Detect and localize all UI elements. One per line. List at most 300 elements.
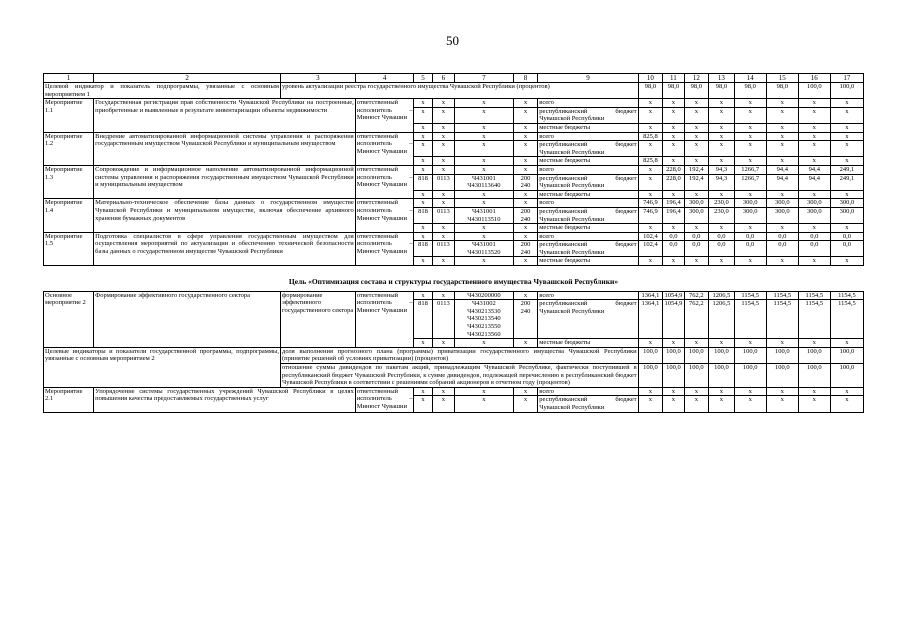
expense-type-cell: 200 240 (513, 241, 538, 257)
value-cell: x (766, 157, 798, 166)
value-cell: 746,9 (638, 207, 663, 223)
measure-title: Основное мероприятие 2 (44, 291, 94, 347)
value-cell: x (684, 107, 709, 123)
expense-type-cell: x (513, 291, 538, 300)
value-cell: x (638, 107, 663, 123)
target-article-cell: x (455, 157, 514, 166)
value-cell: x (766, 257, 798, 266)
expense-type-cell: x (513, 339, 538, 348)
value-cell: x (663, 157, 684, 166)
value-cell: x (734, 99, 766, 108)
target-article-cell: Ч431002 Ч430213530 Ч430213540 Ч430213550 Ч430213560 (455, 300, 514, 339)
value-cell: x (709, 224, 735, 233)
value-cell: x (830, 99, 863, 108)
value-cell: 300,0 (798, 199, 830, 208)
value-cell: x (663, 257, 684, 266)
value-cell: 825,8 (638, 132, 663, 141)
value-cell: 825,8 (638, 157, 663, 166)
value-cell: 100,0 (830, 83, 863, 99)
value-cell: x (638, 123, 663, 132)
value-cell: 1154,5 (830, 300, 863, 339)
value-cell: 300,0 (734, 199, 766, 208)
value-cell: x (684, 396, 709, 412)
column-number: 6 (432, 74, 454, 83)
value-cell: x (766, 132, 798, 141)
value-cell: 0,0 (766, 232, 798, 241)
value-cell: x (663, 141, 684, 157)
value-cell: 0,0 (709, 232, 735, 241)
goal-row (44, 266, 864, 292)
value-cell: 300,0 (830, 199, 863, 208)
column-number: 10 (638, 74, 663, 83)
target-article-cell: x (455, 396, 514, 412)
indicator-text: отношение суммы дивидендов по пакетам акций, принадлежащим Чувашской Республике, фактически поступившей в республиканский бюджет Чувашской Республики, к сумме дивидендов, подлежащей перечислению в республиканский бюджет Чувашской Республики в соответствии с решениями собраний акционеров в отчетном году (процентов) (282, 364, 637, 387)
value-cell: 300,0 (798, 207, 830, 223)
value-cell: 0,0 (684, 241, 709, 257)
expense-type-cell: x (513, 165, 538, 174)
value-cell: 102,4 (638, 232, 663, 241)
value-cell: x (638, 257, 663, 266)
value-cell: 0,0 (663, 232, 684, 241)
value-cell: x (709, 107, 735, 123)
value-cell: x (766, 387, 798, 396)
measure-title: Мероприятие 2.1 (44, 387, 94, 412)
value-cell: x (638, 165, 663, 174)
value-cell: 98,0 (684, 83, 709, 99)
target-article-cell: Ч431001 Ч430113510 (455, 207, 514, 223)
column-number: 5 (414, 74, 432, 83)
value-cell: x (734, 157, 766, 166)
funding-source: местные бюджеты (538, 123, 638, 132)
value-cell: x (684, 123, 709, 132)
expense-type-cell: 200 240 (513, 207, 538, 223)
measure-description: Формирование эффективного государственного сектора (94, 291, 281, 347)
funding-source: всего (538, 291, 638, 300)
value-cell: 100,0 (766, 347, 798, 363)
gov-code-cell: 818 (414, 300, 432, 339)
value-cell: x (734, 141, 766, 157)
value-cell: 94,3 (709, 174, 735, 190)
value-cell: 300,0 (734, 207, 766, 223)
target-article-cell: x (455, 257, 514, 266)
value-cell: x (709, 396, 735, 412)
value-cell: x (830, 132, 863, 141)
value-cell: x (830, 190, 863, 199)
column-number: 17 (830, 74, 863, 83)
measure-goal: формирование эффективного государственного сектора (281, 291, 356, 347)
measure-row (44, 232, 864, 241)
value-cell: x (798, 99, 830, 108)
value-cell: x (709, 123, 735, 132)
value-cell: x (734, 123, 766, 132)
value-cell: 228,0 (663, 165, 684, 174)
page-number: 50 (446, 33, 459, 48)
program-table (43, 73, 864, 413)
measure-title: Мероприятие 1.2 (44, 132, 94, 165)
funding-source: республиканский бюджет Чувашской Республики (539, 107, 637, 123)
value-cell: 0,0 (830, 241, 863, 257)
indicator-row (44, 347, 864, 363)
expense-type-cell: 200 240 (513, 174, 538, 190)
value-cell: 300,0 (684, 199, 709, 208)
expense-type-cell: x (513, 224, 538, 233)
funding-source: республиканский бюджет Чувашской Республики (539, 207, 637, 223)
value-cell: 300,0 (766, 207, 798, 223)
gov-code-cell: x (414, 396, 432, 412)
value-cell: 1154,5 (734, 291, 766, 300)
funding-source: всего (538, 232, 638, 241)
value-cell: 94,4 (798, 174, 830, 190)
measure-description: Упорядочение системы государственных учреждений Чувашской Республики в целях повышения качества предоставляемых государственных услуг (94, 387, 356, 412)
responsible-executor: ответственный исполнитель – Минюст Чувашии (355, 165, 414, 198)
value-cell: x (830, 257, 863, 266)
value-cell: 0,0 (709, 241, 735, 257)
value-cell: 1054,9 (663, 300, 684, 339)
section-code-cell: x (432, 190, 454, 199)
value-cell: 100,0 (684, 347, 709, 363)
value-cell: x (709, 339, 735, 348)
target-article-cell: Ч431001 Ч430113520 (455, 241, 514, 257)
value-cell: 1154,5 (798, 291, 830, 300)
value-cell: 1266,7 (734, 174, 766, 190)
target-article-cell: x (455, 132, 514, 141)
value-cell: x (830, 107, 863, 123)
gov-code-cell: x (414, 141, 432, 157)
value-cell: x (663, 107, 684, 123)
value-cell: x (734, 387, 766, 396)
target-article-cell: x (455, 224, 514, 233)
measure-row (44, 99, 864, 108)
responsible-executor: ответственный исполнитель – Минюст Чувашии (355, 291, 414, 347)
measure-description: Подготовка специалистов в сфере управления государственным имуществом для осуществления мероприятий по актуализации и обеспечению технической безопасности базы данных о государственном имуществе Чувашской Республики (94, 232, 356, 265)
value-cell: x (709, 99, 735, 108)
section-code-cell: x (432, 123, 454, 132)
value-cell: 0,0 (798, 241, 830, 257)
value-cell: x (734, 396, 766, 412)
value-cell: 98,0 (734, 83, 766, 99)
expense-type-cell: x (513, 199, 538, 208)
gov-code-cell: x (414, 157, 432, 166)
section-code-cell: 0113 (432, 207, 454, 223)
value-cell: x (684, 141, 709, 157)
responsible-executor: ответственный исполнитель – Минюст Чувашии (355, 387, 414, 412)
target-article-cell: Ч431001 Ч430113640 (455, 174, 514, 190)
value-cell: 100,0 (709, 364, 735, 388)
gov-code-cell: 818 (414, 207, 432, 223)
value-cell: 98,0 (638, 83, 663, 99)
funding-source: республиканский бюджет Чувашской Республики (539, 141, 637, 156)
value-cell: 300,0 (830, 207, 863, 223)
section-code-cell: x (432, 132, 454, 141)
target-article-cell: Ч430200000 (455, 291, 514, 300)
value-cell: x (684, 339, 709, 348)
column-number: 16 (798, 74, 830, 83)
section-code-cell: x (432, 107, 454, 123)
value-cell: x (766, 339, 798, 348)
column-number: 14 (734, 74, 766, 83)
expense-type-cell: x (513, 132, 538, 141)
value-cell: 100,0 (734, 347, 766, 363)
value-cell: x (638, 190, 663, 199)
value-cell: 230,0 (709, 207, 735, 223)
value-cell: x (734, 224, 766, 233)
value-cell: x (830, 339, 863, 348)
responsible-executor: ответственный исполнитель – Минюст Чувашии (355, 99, 414, 132)
column-number: 2 (94, 74, 281, 83)
value-cell: x (684, 190, 709, 199)
value-cell: x (709, 190, 735, 199)
value-cell: 100,0 (830, 347, 863, 363)
value-cell: 100,0 (663, 364, 684, 388)
value-cell: 1364,1 (638, 300, 663, 339)
value-cell: 300,0 (684, 207, 709, 223)
value-cell: 100,0 (798, 83, 830, 99)
section-code-cell: x (432, 199, 454, 208)
column-number: 8 (513, 74, 538, 83)
section-code-cell: x (432, 257, 454, 266)
column-number: 7 (455, 74, 514, 83)
value-cell: x (798, 132, 830, 141)
value-cell: 94,4 (798, 165, 830, 174)
value-cell: 192,4 (684, 174, 709, 190)
value-cell: x (638, 387, 663, 396)
funding-source: республиканский бюджет Чувашской Республики (539, 174, 637, 190)
measure-row (44, 291, 864, 300)
value-cell: 0,0 (798, 232, 830, 241)
section-code-cell: x (432, 165, 454, 174)
measure-title: Мероприятие 1.3 (44, 165, 94, 198)
column-number: 15 (766, 74, 798, 83)
column-number: 9 (538, 74, 638, 83)
funding-source: республиканский бюджет Чувашской Республики (539, 396, 637, 411)
value-cell: 196,4 (663, 199, 684, 208)
expense-type-cell: x (513, 396, 538, 412)
value-cell: x (638, 396, 663, 412)
funding-source: всего (538, 199, 638, 208)
expense-type-cell: 200 240 (513, 300, 538, 339)
value-cell: 249,1 (830, 165, 863, 174)
funding-source: местные бюджеты (538, 339, 638, 348)
gov-code-cell: x (414, 232, 432, 241)
value-cell: x (830, 123, 863, 132)
value-cell: 100,0 (709, 347, 735, 363)
value-cell: 100,0 (766, 364, 798, 388)
funding-source: местные бюджеты (538, 224, 638, 233)
expense-type-cell: x (513, 190, 538, 199)
value-cell: x (663, 190, 684, 199)
value-cell: 228,0 (663, 174, 684, 190)
gov-code-cell: x (414, 190, 432, 199)
value-cell: 762,2 (684, 300, 709, 339)
value-cell: x (798, 396, 830, 412)
value-cell: 1364,1 (638, 291, 663, 300)
value-cell: x (830, 141, 863, 157)
section-code-cell: x (432, 396, 454, 412)
value-cell: x (766, 396, 798, 412)
column-number: 13 (709, 74, 735, 83)
value-cell: 94,4 (766, 165, 798, 174)
value-cell: 0,0 (684, 232, 709, 241)
goal-heading: Цель «Оптимизация состава и структуры государственного имущества Чувашской Республики» (288, 277, 619, 287)
expense-type-cell: x (513, 157, 538, 166)
value-cell: x (684, 257, 709, 266)
gov-code-cell: x (414, 165, 432, 174)
value-cell: 100,0 (734, 364, 766, 388)
funding-source: республиканский бюджет Чувашской Республики (538, 300, 638, 339)
value-cell: x (638, 174, 663, 190)
column-number: 1 (44, 74, 94, 83)
value-cell: x (798, 339, 830, 348)
indicator-text: уровень актуализации реестра государственного имущества Чувашской Республики (процентов) (281, 83, 639, 99)
funding-source: всего (538, 99, 638, 108)
table-body (44, 74, 864, 413)
value-cell: x (638, 141, 663, 157)
value-cell: 100,0 (798, 347, 830, 363)
value-cell: 102,4 (638, 241, 663, 257)
measure-row (44, 199, 864, 208)
section-code-cell: x (432, 387, 454, 396)
value-cell: 1154,5 (734, 300, 766, 339)
gov-code-cell: x (414, 132, 432, 141)
value-cell: 1206,5 (709, 291, 735, 300)
funding-source: местные бюджеты (538, 190, 638, 199)
value-cell: x (798, 387, 830, 396)
value-cell: 1154,5 (830, 291, 863, 300)
expense-type-cell: x (513, 387, 538, 396)
value-cell: 746,9 (638, 199, 663, 208)
value-cell: x (638, 99, 663, 108)
gov-code-cell: 818 (414, 241, 432, 257)
value-cell: x (663, 224, 684, 233)
value-cell: x (709, 141, 735, 157)
value-cell: x (734, 132, 766, 141)
value-cell: x (709, 257, 735, 266)
expense-type-cell: x (513, 123, 538, 132)
value-cell: 98,0 (766, 83, 798, 99)
expense-type-cell: x (513, 107, 538, 123)
value-cell: 1266,7 (734, 165, 766, 174)
value-cell: x (663, 132, 684, 141)
indicator-text: доля выполнения прогнозного плана (программы) приватизации государственного имущества Чувашской Республики (принятие решений об условиях приватизации) (процентов) (282, 347, 637, 363)
expense-type-cell: x (513, 257, 538, 266)
value-cell: 230,0 (709, 199, 735, 208)
column-number: 4 (355, 74, 414, 83)
value-cell: 100,0 (798, 364, 830, 388)
measure-description: Материально-техническое обеспечение базы данных о государственном имуществе Чувашской Республики и муниципальном имуществе, включая обеспечение архивного хранения бумажных документов (94, 199, 356, 232)
target-article-cell: x (455, 190, 514, 199)
section-code-cell: x (432, 157, 454, 166)
value-cell: x (734, 257, 766, 266)
value-cell: x (798, 257, 830, 266)
section-code-cell: x (432, 232, 454, 241)
value-cell: 0,0 (830, 232, 863, 241)
table-header (44, 74, 864, 83)
measure-description: Сопровождение и информационное наполнение автоматизированной информационной системы управления и распоряжения государственным имуществом Чувашской Республики и муниципальным имуществом (94, 165, 356, 198)
section-code-cell: x (432, 339, 454, 348)
funding-source: всего (538, 387, 638, 396)
section-code-cell: x (432, 291, 454, 300)
target-article-cell: x (455, 165, 514, 174)
value-cell: x (709, 157, 735, 166)
value-cell: x (766, 123, 798, 132)
responsible-executor: ответственный исполнитель – Минюст Чувашии (355, 199, 414, 232)
value-cell: x (734, 339, 766, 348)
gov-code-cell: x (414, 107, 432, 123)
measure-row (44, 387, 864, 396)
value-cell: x (734, 107, 766, 123)
measure-row (44, 132, 864, 141)
value-cell: x (798, 123, 830, 132)
column-number: 3 (281, 74, 356, 83)
value-cell: 762,2 (684, 291, 709, 300)
section-code-cell: x (432, 224, 454, 233)
value-cell: 1154,5 (766, 291, 798, 300)
value-cell: x (684, 157, 709, 166)
value-cell: 300,0 (766, 199, 798, 208)
value-cell: 0,0 (734, 241, 766, 257)
value-cell: x (766, 107, 798, 123)
section-code-cell: x (432, 99, 454, 108)
value-cell: 0,0 (734, 232, 766, 241)
value-cell: 196,4 (663, 207, 684, 223)
expense-type-cell: x (513, 232, 538, 241)
target-article-cell: x (455, 141, 514, 157)
section-code-cell: 0113 (432, 241, 454, 257)
gov-code-cell: x (414, 339, 432, 348)
value-cell: x (798, 190, 830, 199)
section-code-cell: x (432, 141, 454, 157)
gov-code-cell: x (414, 99, 432, 108)
gov-code-cell: x (414, 387, 432, 396)
value-cell: x (684, 224, 709, 233)
value-cell: x (663, 387, 684, 396)
value-cell: x (798, 141, 830, 157)
target-article-cell: x (455, 107, 514, 123)
funding-source: местные бюджеты (538, 257, 638, 266)
target-article-cell: x (455, 387, 514, 396)
value-cell: x (663, 123, 684, 132)
value-cell: x (663, 396, 684, 412)
target-article-cell: x (455, 232, 514, 241)
value-cell: 100,0 (684, 364, 709, 388)
value-cell: x (798, 224, 830, 233)
indicator-row (44, 83, 864, 99)
value-cell: x (663, 99, 684, 108)
measure-description: Внедрение автоматизированной информационной системы управления и распоряжения государственным имуществом Чувашской Республики и муниципальным имуществом (94, 132, 356, 165)
target-article-cell: x (455, 339, 514, 348)
value-cell: x (766, 224, 798, 233)
value-cell: 100,0 (638, 364, 663, 388)
section-code-cell: 0113 (432, 300, 454, 339)
gov-code-cell: x (414, 291, 432, 300)
value-cell: 100,0 (663, 347, 684, 363)
value-cell: x (766, 99, 798, 108)
measure-title: Мероприятие 1.5 (44, 232, 94, 265)
value-cell: x (830, 387, 863, 396)
measure-title: Мероприятие 1.1 (44, 99, 94, 132)
value-cell: 100,0 (638, 347, 663, 363)
value-cell: x (638, 224, 663, 233)
expense-type-cell: x (513, 141, 538, 157)
funding-source: местные бюджеты (538, 157, 638, 166)
column-number: 11 (663, 74, 684, 83)
funding-source: республиканский бюджет Чувашской Республики (539, 241, 637, 256)
value-cell: x (766, 190, 798, 199)
value-cell: 1206,5 (709, 300, 735, 339)
value-cell: 98,0 (663, 83, 684, 99)
responsible-executor: ответственный исполнитель – Минюст Чувашии (355, 132, 414, 165)
funding-source: всего (538, 165, 638, 174)
